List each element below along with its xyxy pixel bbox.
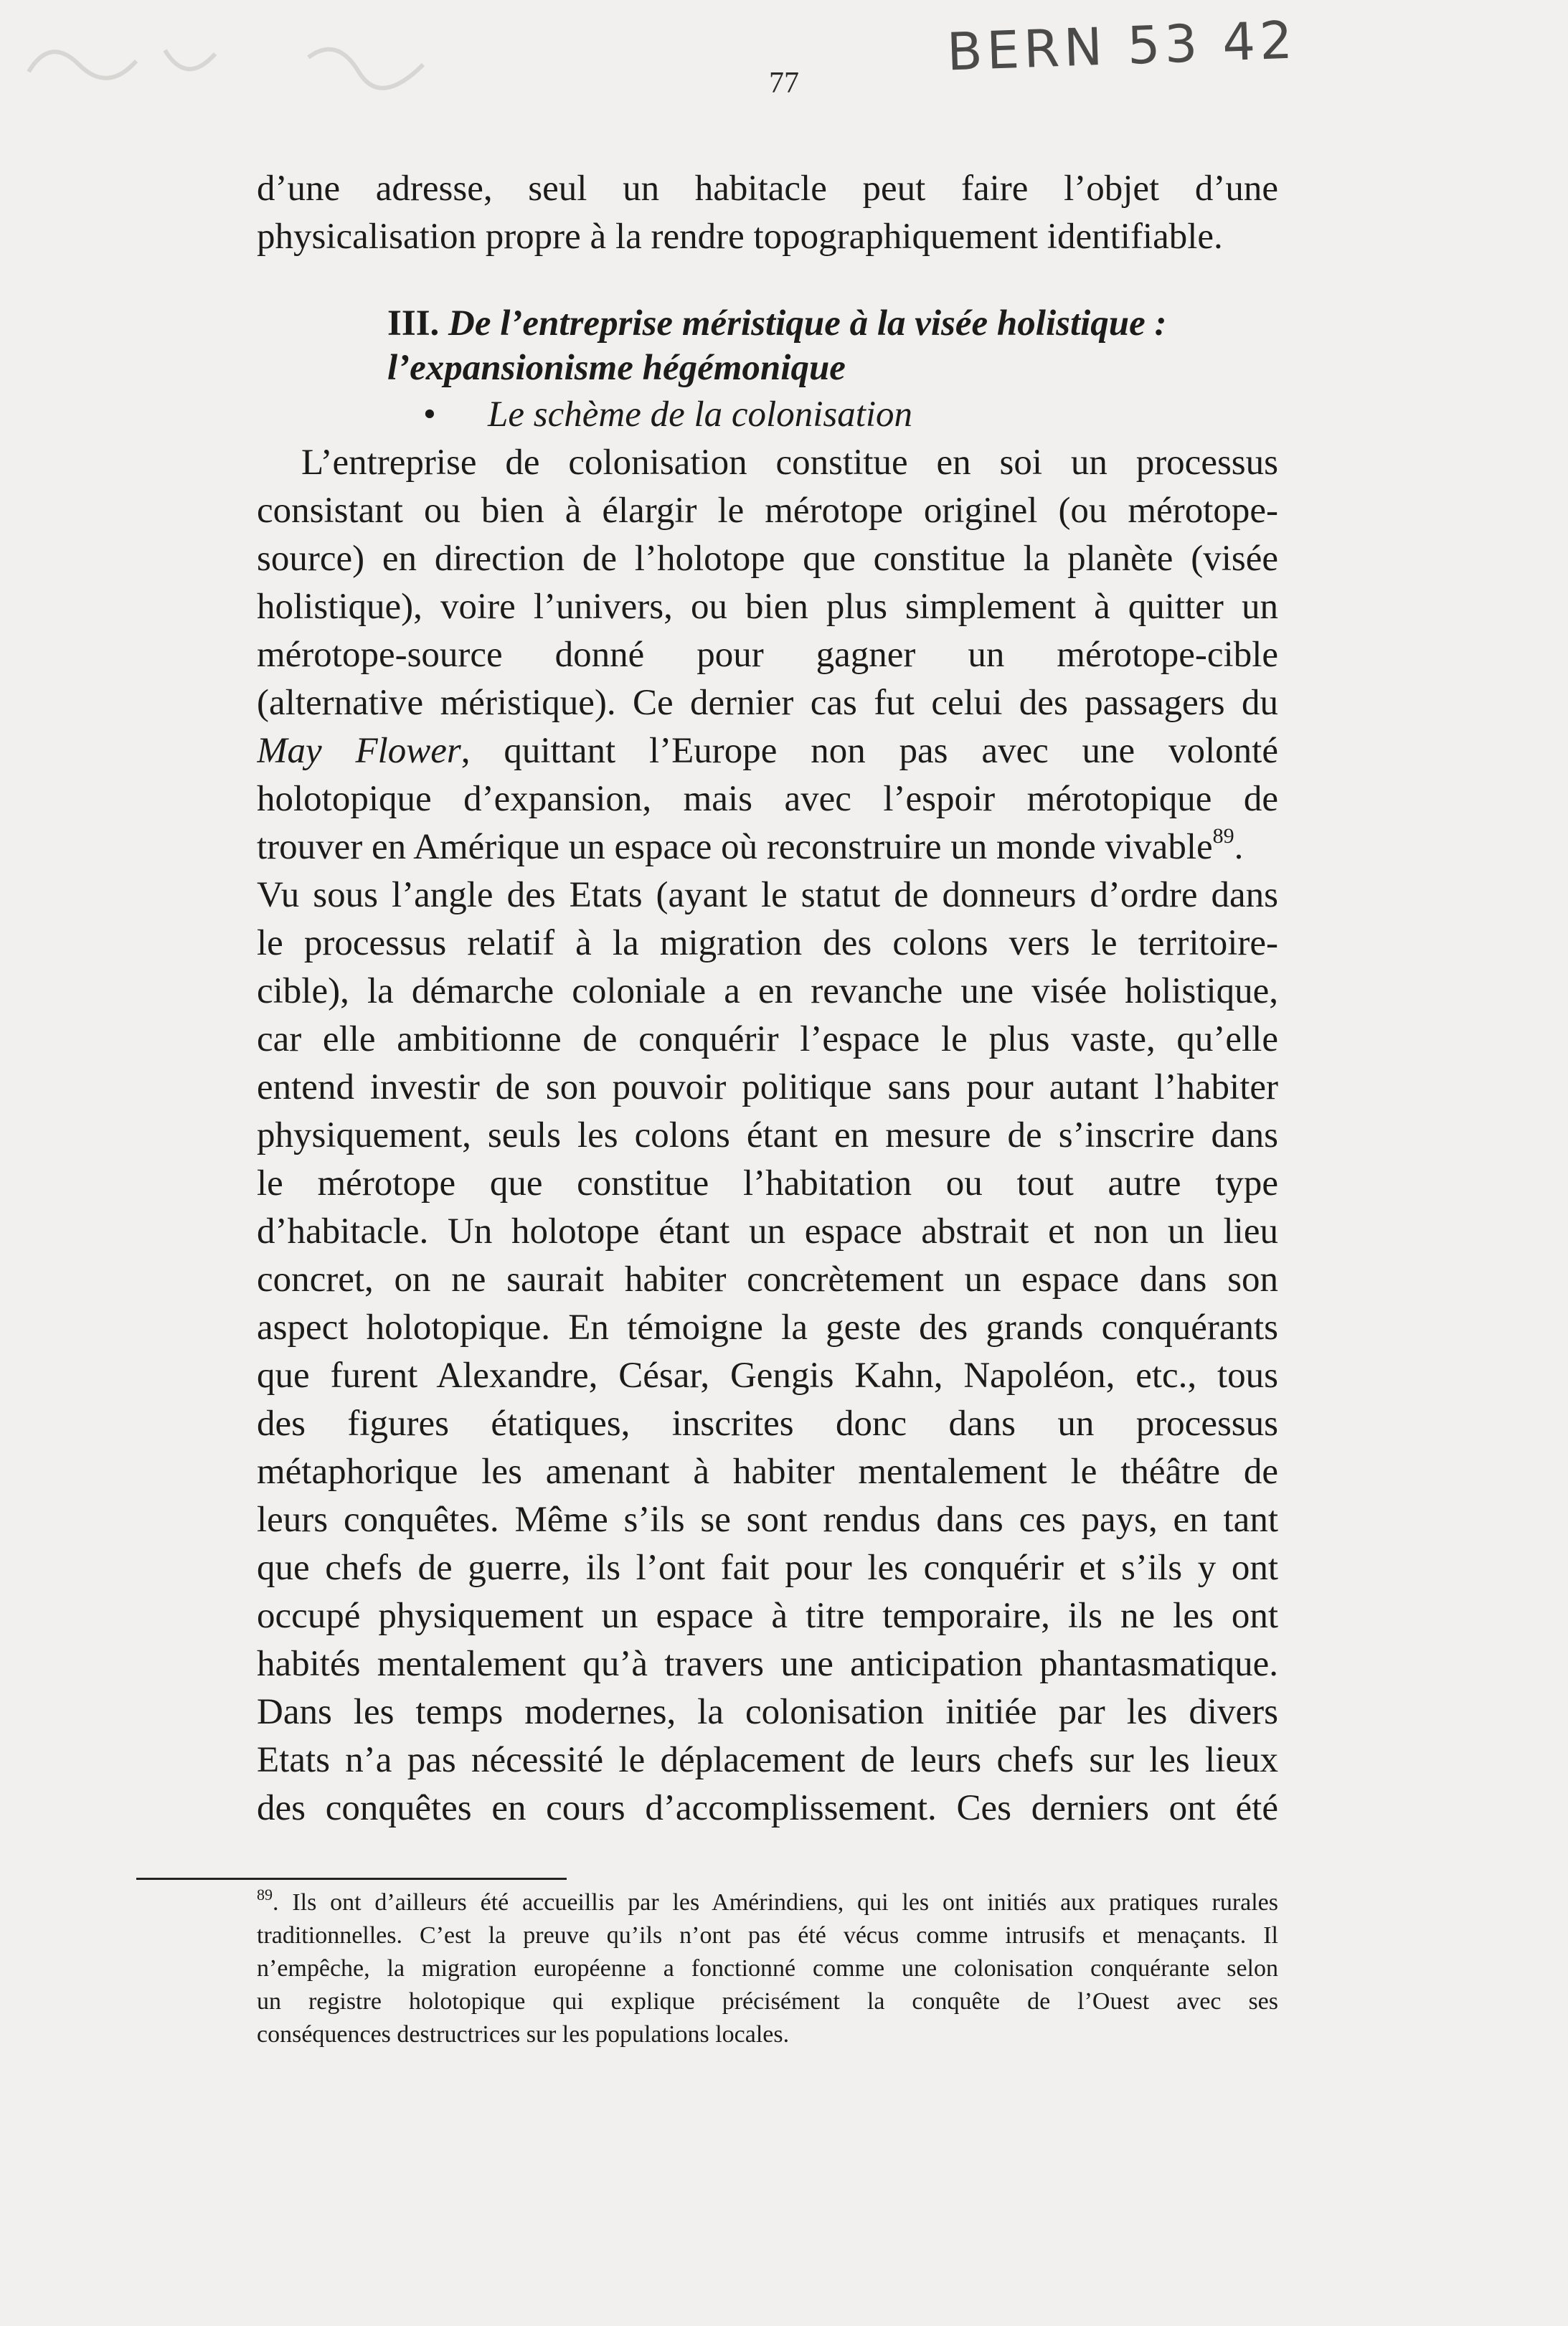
text-run: trouver en Amérique un espace où reconstruire un monde vivable [257,827,1213,867]
text-line: habités mentalement qu’à travers une anticipation phantasmatique. [257,1644,1278,1684]
text-line: physiquement, seuls les colons étant en mesure de s’inscrire dans [257,1115,1278,1155]
text-line: concret, on ne saurait habiter concrètement un espace dans son [257,1259,1278,1300]
footnote-line: un registre holotopique qui explique précisément la conquête de l’Ouest avec ses [257,1988,1278,2015]
footnote [257,1886,1278,2051]
text-line: le mérotope que constitue l’habitation ou tout autre type [257,1163,1278,1204]
text-run: . Ils ont d’ailleurs été accueillis par les Amérindiens, qui les ont initiés aux pratiques rurales [273,1889,1278,1916]
text-run: , quittant l’Europe non pas avec une volonté [461,731,1278,771]
text-line: que furent Alexandre, César, Gengis Kahn, Napoléon, etc., tous [257,1356,1278,1396]
heading-line-2 [387,346,1278,390]
intro-paragraph [257,165,1278,261]
footnote-line: n’empêche, la migration européenne a fonctionné comme une colonisation conquérante selon [257,1955,1278,1982]
text-line: que chefs de guerre, ils l’ont fait pour les conquérir et s’ils y ont [257,1548,1278,1588]
text-line: (alternative méristique). Ce dernier cas fut celui des passagers du [257,683,1278,723]
footnote-line [257,1886,1278,1919]
text-line [257,823,1278,871]
text-line: Etats n’a pas nécessité le déplacement de leurs chefs sur les lieux [257,1740,1278,1780]
text-run: . [1234,827,1244,867]
footnote-reference[interactable]: 89 [1212,824,1234,848]
text-line: d’une adresse, seul un habitacle peut faire l’objet d’une [257,169,1278,209]
text-line: holotopique d’expansion, mais avec l’espoir mérotopique de [257,779,1278,819]
heading-title-part-2: l’expansionisme hégémonique [387,348,846,388]
text-line: occupé physiquement un espace à titre temporaire, ils ne les ont [257,1596,1278,1636]
text-line: des figures étatiques, inscrites donc dans un processus [257,1404,1278,1444]
ship-name: May Flower [257,731,461,771]
heading-title-part-1: De l’entreprise méristique à la visée holistique : [448,303,1167,344]
section-heading [387,301,1278,390]
text-line: source) en direction de l’holotope que constitue la planète (visée [257,539,1278,579]
text-line: Vu sous l’angle des Etats (ayant le statut de donneurs d’ordre dans [257,875,1278,915]
footnote-divider [136,1878,567,1880]
text-line [257,727,1278,775]
text-line: leurs conquêtes. Même s’ils se sont rendus dans ces pays, en tant [257,1500,1278,1540]
text-line: physicalisation propre à la rendre topographiquement identifiable. [257,217,1223,257]
subsection-title: Le schème de la colonisation [488,394,913,435]
page-number: 77 [769,67,799,100]
subsection-heading [423,392,912,437]
text-line: d’habitacle. Un holotope étant un espace abstrait et non un lieu [257,1211,1278,1252]
handwritten-annotation: BERN 53 42 [945,9,1298,82]
text-line: Dans les temps modernes, la colonisation initiée par les divers [257,1692,1278,1732]
text-line: consistant ou bien à élargir le mérotope originel (ou mérotope- [257,491,1278,531]
footnote-number: 89 [257,1886,273,1904]
text-line: des conquêtes en cours d’accomplissement. Ces derniers ont été [257,1788,1278,1828]
text-line: cible), la démarche coloniale a en revanche une visée holistique, [257,971,1278,1011]
text-line: L’entreprise de colonisation constitue en soi un processus [301,443,1278,483]
text-line: car elle ambitionne de conquérir l’espace le plus vaste, qu’elle [257,1019,1278,1059]
text-line: entend investir de son pouvoir politique sans pour autant l’habiter [257,1067,1278,1107]
text-line: métaphorique les amenant à habiter mentalement le théâtre de [257,1452,1278,1492]
text-line: holistique), voire l’univers, ou bien plus simplement à quitter un [257,587,1278,627]
footnote-line: traditionnelles. C’est la preuve qu’ils n’ont pas été vécus comme intrusifs et menaçants. Il [257,1922,1278,1949]
text-line: aspect holotopique. En témoigne la geste des grands conquérants [257,1308,1278,1348]
text-line: le processus relatif à la migration des colons vers le territoire- [257,923,1278,963]
heading-line-1 [387,301,1278,346]
text-line: mérotope-source donné pour gagner un mérotope-cible [257,635,1278,675]
heading-number: III. [387,303,440,344]
bullet-icon: • [423,394,436,435]
footnote-line: conséquences destructrices sur les populations locales. [257,2021,790,2048]
body-paragraph [257,439,1278,1833]
